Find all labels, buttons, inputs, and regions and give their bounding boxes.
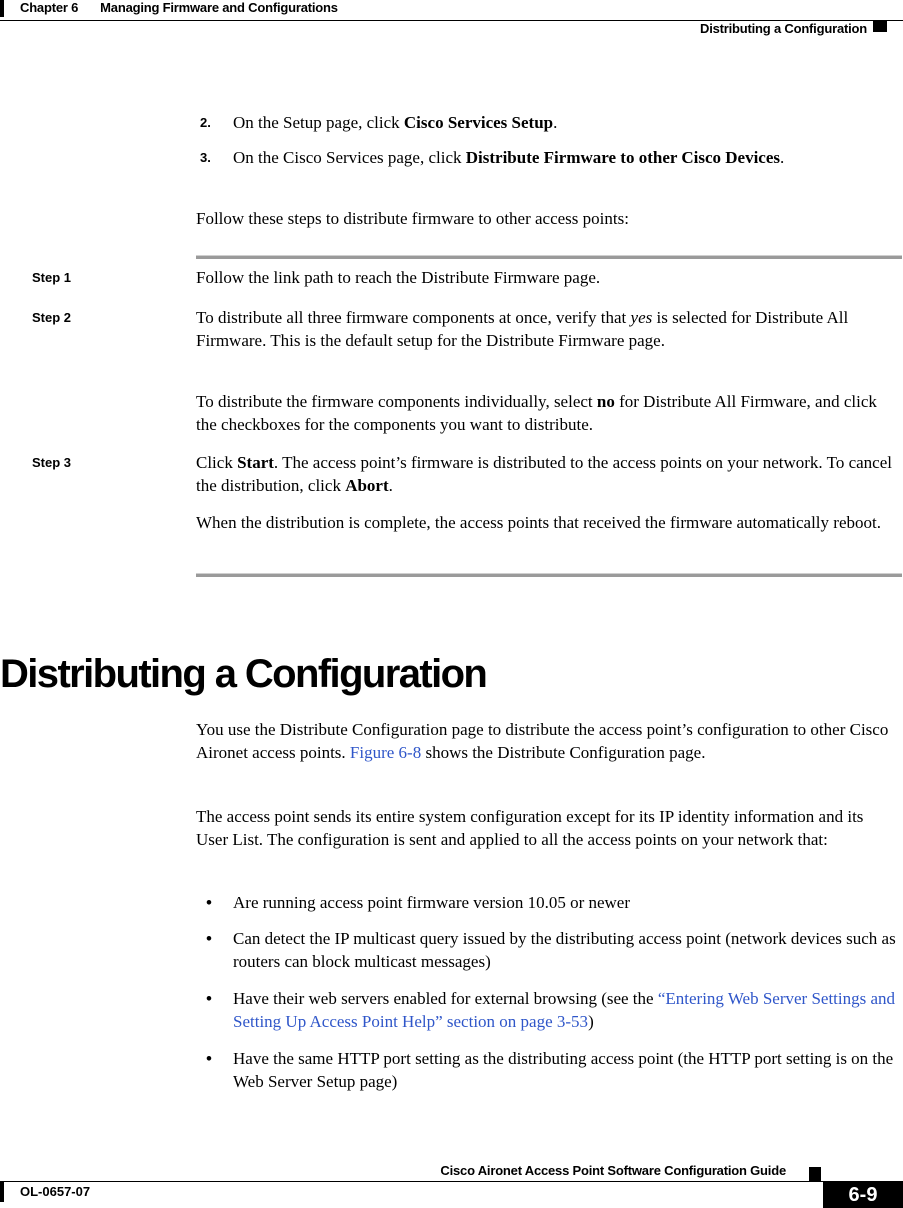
item-punct: . xyxy=(553,113,558,132)
bullet-item-3 xyxy=(196,987,898,1033)
web-server-settings-link[interactable]: “Entering Web Server Settings and Setting Up Access Point Help” section on page 3-53 xyxy=(233,989,896,1031)
header-bar-marker xyxy=(0,0,4,17)
step-1-label: Step 1 xyxy=(32,270,72,285)
footer-bar-marker xyxy=(0,1182,4,1202)
bullet-glyph: • xyxy=(206,929,212,948)
item-text: On the Setup page, click xyxy=(233,113,404,132)
footer-page-number: 6-9 xyxy=(823,1182,903,1208)
footer-doc-number: OL-0657-07 xyxy=(20,1184,91,1199)
step-1-text: Follow the link path to reach the Distribute Firmware page. xyxy=(196,268,601,287)
step-2-italic-yes: yes xyxy=(630,308,653,327)
step-3-text xyxy=(196,451,898,497)
item-text: On the Cisco Services page, click xyxy=(233,148,466,167)
bullet-item-1 xyxy=(196,891,898,914)
bullet-text: ) xyxy=(588,1012,594,1031)
step-2-text xyxy=(196,306,898,352)
bullet-glyph: • xyxy=(206,893,212,912)
step-3-bold-start: Start xyxy=(237,453,274,472)
step-2-extra xyxy=(196,390,898,436)
ui-term-cisco-services-setup: Cisco Services Setup xyxy=(403,113,554,132)
intro-paragraph: Follow these steps to distribute firmware to other access points: xyxy=(196,209,629,228)
step-3-text-part: . The access point’s firmware is distributed to the access points on your network. To cancel the distribution, click xyxy=(196,453,892,495)
paragraph-1 xyxy=(196,718,898,764)
numbered-item-2 xyxy=(196,111,898,134)
bullet-text: Are running access point firmware version 10.05 or newer xyxy=(233,893,631,912)
bullet-item-4 xyxy=(196,1047,898,1093)
footer-guide-title: Cisco Aironet Access Point Software Configuration Guide xyxy=(440,1163,786,1178)
footer-rule xyxy=(0,1181,903,1182)
bullet-text: Can detect the IP multicast query issued by the distributing access point (network devices such as routers can block multicast messages) xyxy=(233,929,896,971)
procedure-top-rule xyxy=(196,255,902,259)
procedure-bottom-rule xyxy=(196,573,902,577)
bullet-item-2 xyxy=(196,927,898,973)
step-3-bold-abort: Abort xyxy=(345,476,389,495)
step-2-text-part: To distribute all three firmware components at once, verify that xyxy=(196,308,631,327)
bullet-glyph: • xyxy=(206,989,212,1008)
step-2-extra-part: To distribute the firmware components individually, select xyxy=(196,392,597,411)
footer-box-marker xyxy=(809,1167,821,1181)
ui-term-distribute-firmware: Distribute Firmware to other Cisco Devices xyxy=(465,148,781,167)
paragraph-2: The access point sends its entire system configuration except for its IP identity information and its User List. The configuration is sent and applied to all the access points on your network that: xyxy=(196,807,864,849)
step-2-label: Step 2 xyxy=(32,310,72,325)
bullet-text: Have the same HTTP port setting as the distributing access point (the HTTP port setting is on the Web Server Setup page) xyxy=(233,1049,894,1091)
item-number: 3. xyxy=(200,150,211,165)
bullet-text: Have their web servers enabled for external browsing (see the xyxy=(233,989,658,1008)
paragraph-1-text: shows the Distribute Configuration page. xyxy=(421,743,706,762)
paragraph-1-text: You use the Distribute Configuration page to distribute the access point’s configuration to other Cisco Aironet access points. xyxy=(196,720,889,762)
step-2-extra-part: for Distribute All Firmware, and click the checkboxes for the components you want to distribute. xyxy=(196,392,877,434)
step-3-text-part: . xyxy=(388,476,393,495)
header-chapter xyxy=(20,0,338,15)
item-number: 2. xyxy=(200,115,211,130)
header-section-title: Distributing a Configuration xyxy=(700,21,867,36)
chapter-number: Chapter 6 xyxy=(20,0,79,15)
step-2-bold-no: no xyxy=(596,392,615,411)
item-punct: . xyxy=(780,148,785,167)
chapter-title: Managing Firmware and Configurations xyxy=(100,0,338,15)
step-2-text-part: is selected for Distribute All Firmware. This is the default setup for the Distribute Firmware page. xyxy=(196,308,849,350)
bullet-glyph: • xyxy=(206,1049,212,1068)
step-3-extra: When the distribution is complete, the access points that received the firmware automatically reboot. xyxy=(196,513,881,532)
step-3-label: Step 3 xyxy=(32,455,72,470)
step-3-text-part: Click xyxy=(196,453,238,472)
section-heading: Distributing a Configuration xyxy=(0,652,487,696)
numbered-item-3 xyxy=(196,146,898,169)
figure-6-8-link[interactable]: Figure 6-8 xyxy=(349,743,422,762)
header-box-marker xyxy=(873,20,887,32)
